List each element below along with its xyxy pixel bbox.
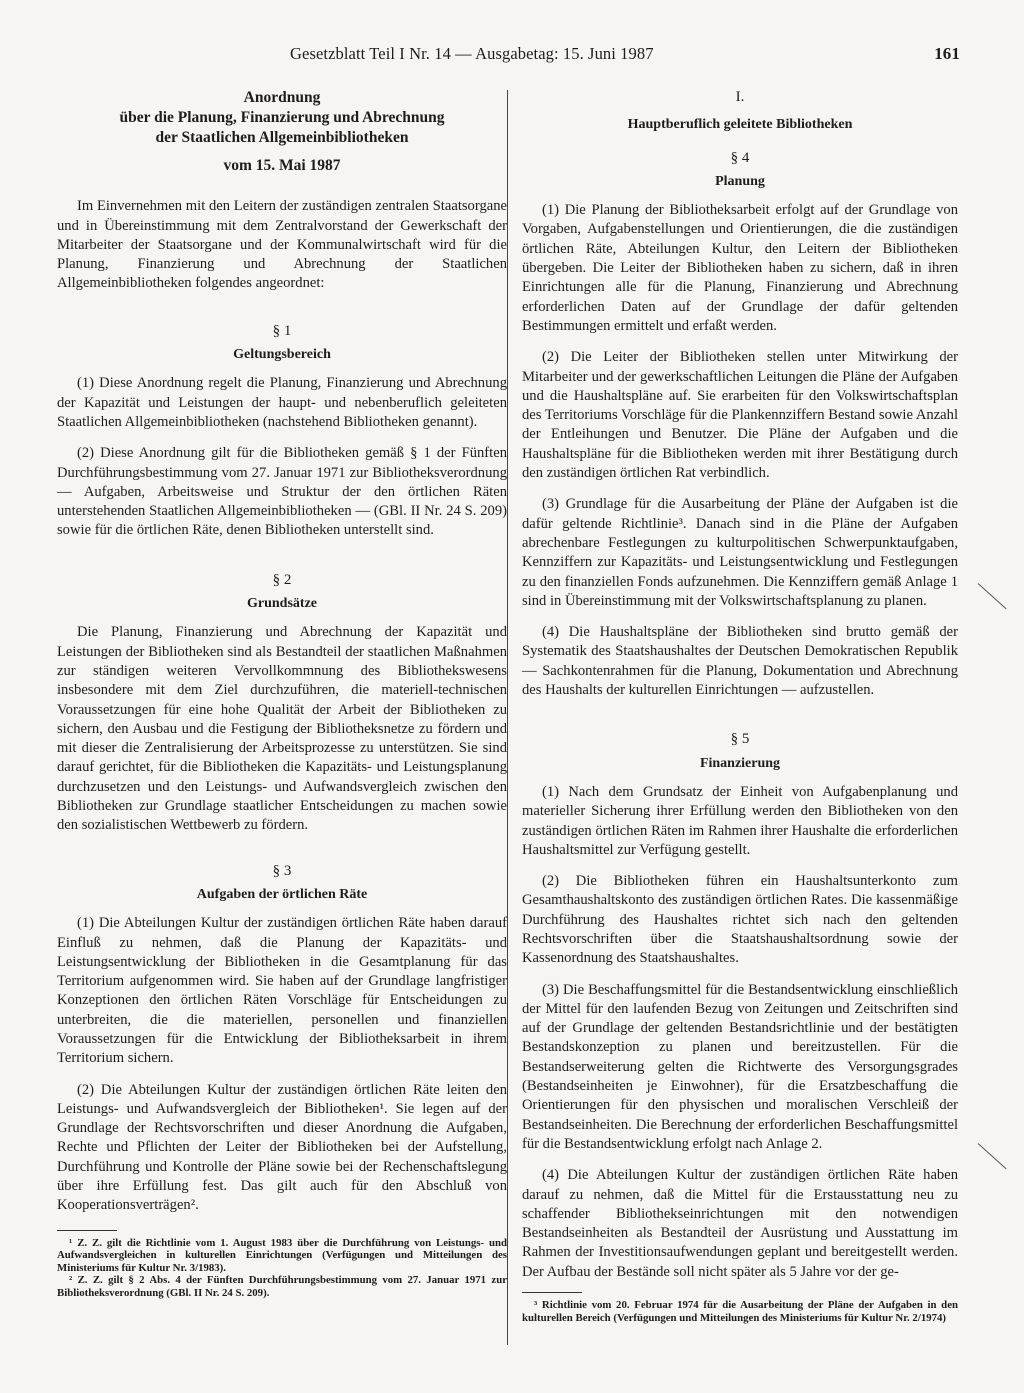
left-column: [57, 88, 507, 1300]
footnote-rule: [522, 1292, 582, 1293]
section-5-number: § 5: [730, 731, 750, 748]
section-4-number: § 4: [730, 149, 750, 166]
section-2-heading: Grundsätze: [247, 596, 317, 612]
section-3-heading: Aufgaben der örtlichen Räte: [196, 886, 368, 902]
footnote-2: ² Z. Z. gilt § 2 Abs. 4 der Fünften Durchführungsbestimmung vom 27. Januar 1971 zur Bibliotheksverordnung (GBl. II Nr. 24 S. 209).: [57, 1274, 507, 1300]
section-3-paragraph-2: (2) Die Abteilungen Kultur der zuständigen örtlichen Räte leiten den Leistungs- und Aufwandsvergleich der Bibliotheken¹. Sie legen auf der Grundlage der Rechtsvorschriften und dieser Anordnung die Aufgaben, Rechte und Pflichten der Leiter der Bibliotheken bei der Aufstellung, Durchführung und Kontrolle der Pläne sowie bei der Rechenschaftslegung über ihre Erfüllung fest. Das gilt auch für den Abschluß von Kooperationsverträgen².: [57, 1081, 507, 1214]
margin-mark: [978, 1143, 1007, 1169]
section-4-paragraph-4: (4) Die Haushaltspläne der Bibliotheken sind brutto gemäß der Systematik des Staatshaushaltes der Deutschen Demokratischen Republik — Sachkontenrahmen für die Planung, Dokumentation und Abrechnung des Haushalts der kulturellen Einrichtungen — aufzustellen.: [522, 624, 958, 699]
section-3-paragraph-1: (1) Die Abteilungen Kultur der zuständigen örtlichen Räte haben darauf Einfluß zu nehmen, daß die Planung der Kapazitäts- und Leistungsentwicklung der Bibliotheken in die Gesamtplanung für das Territorium aufgenommen wird. Sie haben auf der Grundlage langfristiger Konzeptionen den örtlichen Räten Vorschläge für Entscheidungen zu unterbreiten, die die materiellen, personellen und finanziellen Voraussetzungen für die Entwicklung der Bibliotheksarbeit in ihrem Territorium sichern.: [57, 915, 507, 1067]
column-divider: [507, 90, 508, 1345]
section-5-heading: Finanzierung: [699, 755, 781, 771]
document-date: vom 15. Mai 1987: [223, 157, 341, 174]
page-header: [260, 44, 960, 66]
preamble: Im Einvernehmen mit den Leitern der zuständigen zentralen Staatsorgane und in Übereinstimmung mit dem Zentralvorstand der Gewerkschaft der Mitarbeiter der Staatsorgane und der Kommunalwirtschaft wird für die Planung, Finanzierung und Abrechnung der Staatlichen Allgemeinbibliotheken folgendes angeordnet:: [57, 198, 507, 292]
section-1-paragraph-1: (1) Diese Anordnung regelt die Planung, Finanzierung und Abrechnung der Kapazität und Leistungen der haupt- und nebenberuflich geleiteten Staatlichen Allgemeinbibliotheken (nachstehend Bibliotheken genannt).: [57, 375, 507, 430]
section-1-heading: Geltungsbereich: [233, 347, 331, 363]
section-1-paragraph-2: (2) Diese Anordnung gilt für die Bibliotheken gemäß § 1 der Fünften Durchführungsbestimmung vom 27. Januar 1971 zur Bibliotheksverordnung — Aufgaben, Arbeitsweise und Struktur der den örtlichen Räten unterstehenden Staatlichen Allgemeinbibliotheken — (GBl. II Nr. 24 S. 209) sowie für die örtlichen Räte, denen Bibliotheken unterstellt sind.: [57, 445, 507, 539]
section-2-number: § 2: [272, 571, 292, 588]
footnote-1: ¹ Z. Z. gilt die Richtlinie vom 1. August 1983 über die Durchführung von Leistungs- und Aufwandsvergleichen in kulturellen Einrichtungen (Verfügungen und Mitteilungen des Ministeriums für Kultur Nr. 3/1983).: [57, 1236, 507, 1274]
part-heading: Hauptberuflich geleitete Bibliotheken: [627, 117, 853, 133]
section-5-paragraph-4: (4) Die Abteilungen Kultur der zuständigen örtlichen Räte haben darauf zu nehmen, daß die Mittel für die Erstausstattung neu zu schaffender Bibliothekseinrichtungen mit den notwendigen Bestandseinheiten als Bestandteil der Ausrüstung und Ausstattung im Rahmen der Investitionsaufwendungen geplant und bereitgestellt werden. Der Aufbau der Bestände soll nicht später als 5 Jahre vor der ge-: [522, 1167, 958, 1280]
page-number: 161: [934, 44, 960, 63]
part-number: I.: [735, 89, 745, 105]
document-title: Anordnung über die Planung, Finanzierung und Abrechnung der Staatlichen Allgemeinbibliotheken: [119, 89, 445, 146]
section-5-paragraph-2: (2) Die Bibliotheken führen ein Haushaltsunterkonto zum Gesamthaushaltskonto des zuständigen örtlichen Rates. Die kassenmäßige Durchführung des Haushaltes richtet sich nach den geltenden Rechtsvorschriften über die Staatshaushaltsordnung sowie der Kassenordnung des Staatshaushaltes.: [522, 873, 958, 967]
section-3-number: § 3: [272, 862, 292, 879]
margin-mark: [978, 583, 1007, 609]
section-5-paragraph-1: (1) Nach dem Grundsatz der Einheit von Aufgabenplanung und materieller Sicherung ihrer Erfüllung werden den Bibliotheken von den zuständigen örtlichen Räten im Rahmen ihrer Haushalte die erforderlichen Haushaltsmittel zur Verfügung gestellt.: [522, 783, 958, 858]
section-4-paragraph-2: (2) Die Leiter der Bibliotheken stellen unter Mitwirkung der Mitarbeiter und der gewerkschaftlichen Leitungen die Pläne der Aufgaben und die Haushaltspläne auf. Sie erarbeiten für den Volkswirtschaftsplan des Territoriums Vorschläge für die Plankennziffern Bestand sowie Anzahl der Entleihungen und Benutzer. Die Pläne der Aufgaben und die Haushaltspläne für die Bibliotheken werden mit ihrer Bestätigung durch den zuständigen örtlichen Rat verbindlich.: [522, 349, 958, 482]
section-4-paragraph-3: (3) Grundlage für die Ausarbeitung der Pläne der Aufgaben ist die dafür geltende Richtlinie³. Danach sind in die Pläne der Aufgaben abrechenbare Festlegungen zu kulturpolitischen Schwerpunktaufgaben, Kennziffern zur Kapazitäts- und Leistungsentwicklung und Festlegungen zu den finanziellen Fonds aufzunehmen. Die Kennziffern gemäß Anlage 1 sind in Übereinstimmung mit der Volkswirtschaftsplanung zu planen.: [522, 496, 958, 609]
section-4-paragraph-1: (1) Die Planung der Bibliotheksarbeit erfolgt auf der Grundlage von Vorgaben, Aufgabenstellungen und Orientierungen, die die zuständigen örtlichen Räte, Abteilungen Kultur, den Leitern der Bibliotheken übergeben. Die Leiter der Bibliotheken haben zu sichern, daß in ihren Einrichtungen alle für die Planung, Finanzierung und Abrechnung erforderlichen Daten auf der Grundlage der dafür geltenden Bestimmungen ermittelt und erfaßt werden.: [522, 202, 958, 334]
right-column: [522, 88, 958, 1324]
section-4-heading: Planung: [715, 173, 765, 189]
section-5-paragraph-3: (3) Die Beschaffungsmittel für die Bestandsentwicklung einschließlich der Mittel für den laufenden Bezug von Zeitungen und Zeitschriften sind auf der Grundlage der geltenden Bestandsrichtlinie und der bestätigten Bestandskonzeption zu planen und bereitzustellen. Für die Bestandserweiterung gelten die Richtwerte des Versorgungsgrades (Bestandseinheiten je Einwohner), für die Ersatzbeschaffung die Orientierungen für den physischen und moralischen Verschleiß der Bestandseinheiten. Die Berechnung der erforderlichen Beschaffungsmittel für die Bestandsentwicklung erfolgt nach Anlage 2.: [522, 981, 958, 1152]
footnote-3: ³ Richtlinie vom 20. Februar 1974 für die Ausarbeitung der Pläne der Aufgaben in den kulturellen Bereich (Verfügungen und Mitteilungen des Ministeriums für Kultur Nr. 2/1974): [522, 1299, 958, 1324]
gazette-title: Gesetzblatt Teil I Nr. 14 — Ausgabetag: 15. Juni 1987: [290, 44, 654, 63]
section-2-paragraph-1: Die Planung, Finanzierung und Abrechnung der Kapazität und Leistungen der Bibliotheken sind als Bestandteil der staatlichen Maßnahmen zur ständigen weiteren Vervollkommnung des Bibliothekswesens insbesondere mit dem Ziel durchzuführen, die materiell-technischen Voraussetzungen für eine hohe Qualität der Arbeit der Bibliotheken zu sichern, den Ausbau und die Festigung der Bibliotheksnetze zu fördern und mit dieser die Zentralisierung der Arbeitsprozesse zu unterstützen. Sie sind darauf gerichtet, für die Bibliotheken die Kapazitäts- und Leistungsplanung durchzusetzen und den Leistungs- und Aufwandsvergleich zwischen den Bibliotheken zur Grundlage staatlicher Entscheidungen zu machen sowie den sozialistischen Wettbewerb zu fördern.: [57, 624, 507, 834]
footnote-rule: [57, 1230, 117, 1231]
section-1-number: § 1: [272, 322, 292, 339]
